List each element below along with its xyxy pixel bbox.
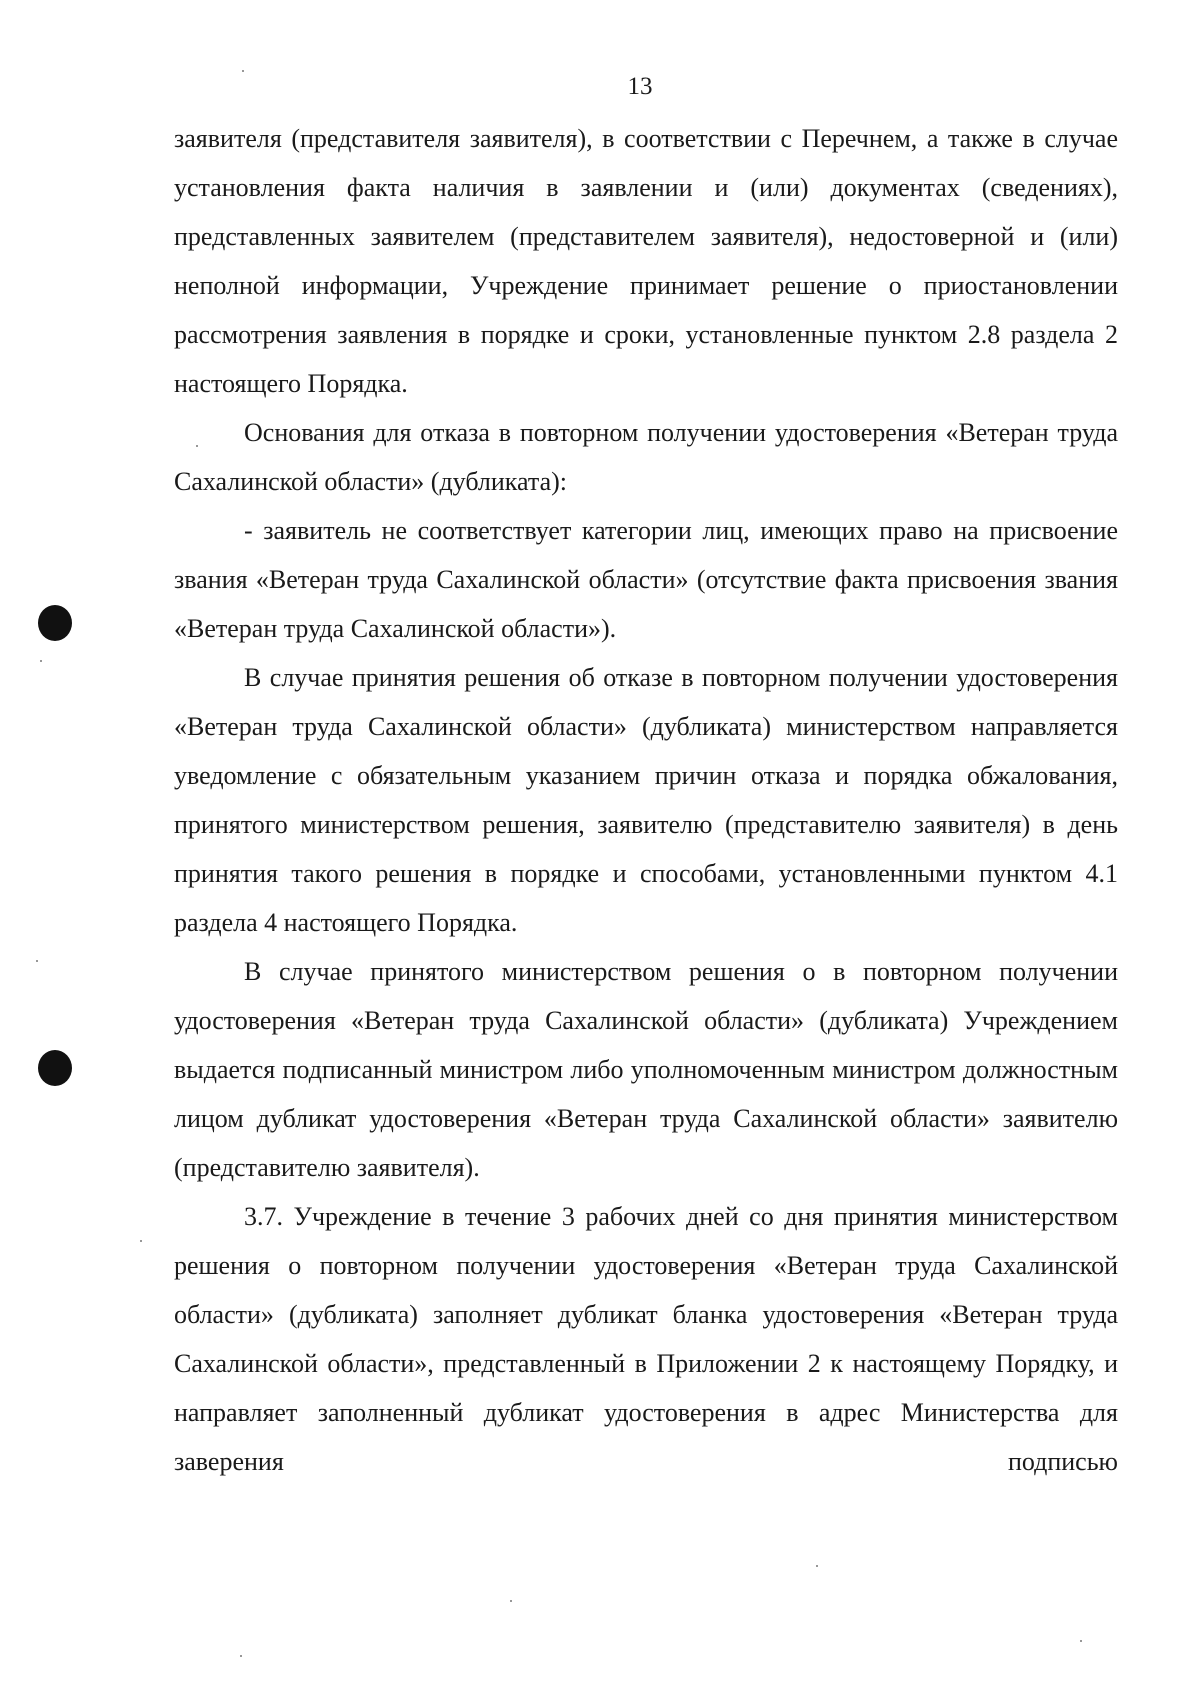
- punch-hole-bottom: [38, 1050, 72, 1086]
- scan-speck: [36, 960, 38, 962]
- punch-hole-top: [38, 605, 72, 641]
- paragraph-3-7: 3.7. Учреждение в течение 3 рабочих дней со дня принятия министерством решения о повторном получении удостоверения «Ветеран труда Сахалинской области» (дубликата) заполняет дубликат бланка удостоверения «Ветеран труда Сахалинской области», представленный в Приложении 2 к настоящему Порядку, и направляет заполненный дубликат удостоверения в адрес Министерства для заверения подписью: [174, 1202, 1118, 1476]
- paragraph-refusal-item: - заявитель не соответствует категории лиц, имеющих право на присвоение звания «Ветеран труда Сахалинской области» (отсутствие факта присвоения звания «Ветеран труда Сахалинской области»).: [174, 516, 1118, 643]
- page-number: 13: [627, 73, 653, 100]
- paragraph-refusal-grounds: Основания для отказа в повторном получении удостоверения «Ветеран труда Сахалинской области» (дубликата):: [174, 418, 1118, 496]
- scan-speck: [40, 660, 42, 662]
- scan-speck: [510, 1600, 512, 1602]
- scan-speck: [240, 1655, 242, 1657]
- scan-speck: [196, 445, 198, 447]
- scan-speck: [1080, 1640, 1082, 1642]
- paragraph-duplicate-issue: В случае принятого министерством решения о в повторном получении удостоверения «Ветеран труда Сахалинской области» (дубликата) Учреждением выдается подписанный министром либо уполномоченным министром должностным лицом дубликат удостоверения «Ветеран труда Сахалинской области» заявителю (представителю заявителя).: [174, 957, 1118, 1182]
- body-text: [174, 114, 1118, 1486]
- scan-speck: [140, 1240, 142, 1242]
- scan-speck: [816, 1565, 818, 1567]
- scan-speck: [242, 70, 244, 72]
- paragraph-continuation: заявителя (представителя заявителя), в соответствии с Перечнем, а также в случае установления факта наличия в заявлении и (или) документах (сведениях), представленных заявителем (представителем заявителя), недостоверной и (или) неполной информации, Учреждение принимает решение о приостановлении рассмотрения заявления в порядке и сроки, установленные пунктом 2.8 раздела 2 настоящего Порядка.: [174, 124, 1118, 398]
- paragraph-refusal-notice: В случае принятия решения об отказе в повторном получении удостоверения «Ветеран труда Сахалинской области» (дубликата) министерством направляется уведомление с обязательным указанием причин отказа и порядка обжалования, принятого министерством решения, заявителю (представителю заявителя) в день принятия такого решения в порядке и способами, установленными пунктом 4.1 раздела 4 настоящего Порядка.: [174, 663, 1118, 937]
